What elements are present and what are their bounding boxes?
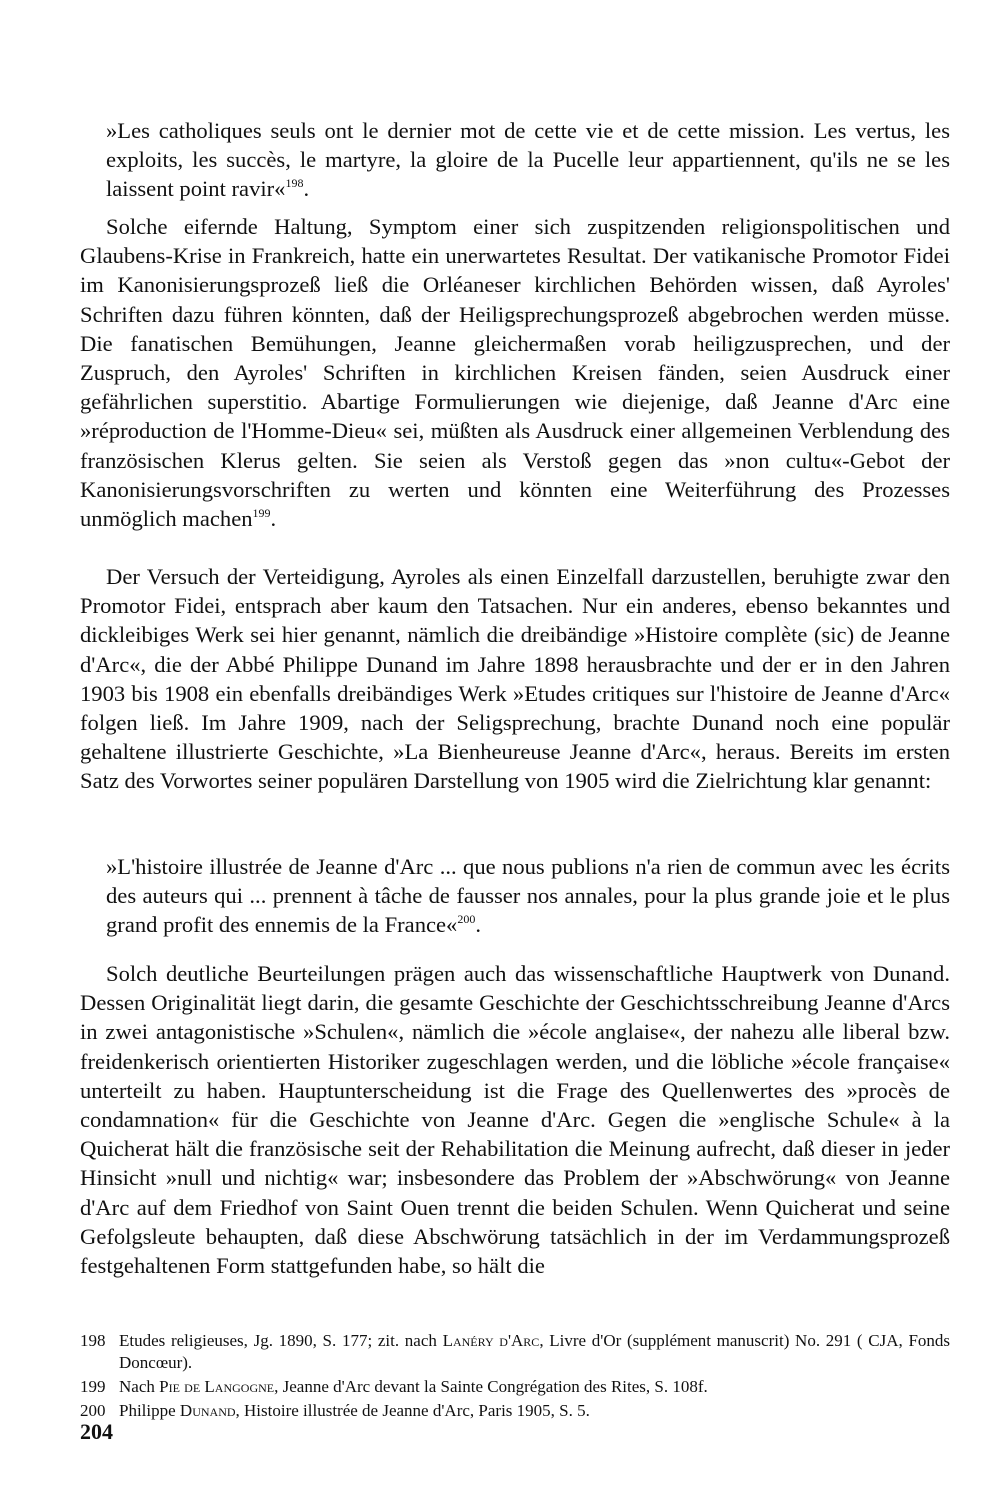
- footnote-199: [80, 1376, 950, 1398]
- block-quote-200: [106, 852, 950, 940]
- paragraph-schools: [80, 959, 950, 1280]
- paragraph-text: Solch deutliche Beurteilungen prägen auch das wissenschaftliche Hauptwerk von Dunand. Dessen Originalität liegt darin, die gesamte Geschichte der Geschichtsschreibung Jeanne d'Arcs in zwei antagonistische »Schulen«, nämlich die »école anglaise«, der nahezu alle liberal bzw. freidenkerisch orientierten Historiker zugeschlagen werden, und die löbliche »école française« unterteilt zu haben. Hauptunterscheidung ist die Frage des Quellenwertes des »procès de condamnation« für die Geschichte von Jeanne d'Arc. Gegen die »englische Schule« à la Quicherat hält die französische seit der Rehabilitation die Meinung aufrecht, daß dieser in jeder Hinsicht »null und nichtig« war; insbesondere das Problem der »Abschwörung« von Jeanne d'Arc auf dem Friedhof von Saint Ouen trennt die beiden Schulen. Wenn Quicherat und seine Gefolgsleute behaupten, daß diese Abschwörung tatsächlich in der im Verdammungsprozeß festgehaltenen Form stattgefunden habe, so hält die: [80, 961, 950, 1279]
- quote-end: .: [475, 912, 481, 938]
- footnote-text: Philippe: [119, 1401, 180, 1420]
- block-quote-198: [106, 116, 950, 204]
- paragraph-text: Solche eifernde Haltung, Symptom einer sich zuspitzenden religionspolitischen und Glaubens-Krise in Frankreich, hatte ein unerwartetes Resultat. Der vatikanische Promotor Fidei im Kanonisierungsprozeß ließ die Orléaneser kirchlichen Behörden wissen, daß Ayroles' Schriften dazu führen könnten, daß der Heiligsprechungsprozeß abgebrochen werden müsse. Die fanatischen Bemühungen, Jeanne gleichermaßen vorab heiligzusprechen, und der Zuspruch, den Ayroles' Schriften in kirchlichen Kreisen fänden, seien Ausdruck einer gefährlichen superstitio. Abartige Formulierungen wie diejenige, daß Jeanne d'Arc eine »réproduction de l'Homme-Dieu« sei, müßten als Ausdruck einer allgemeinen Verblendung des französischen Klerus gelten. Sie seien als Verstoß gegen das »non cultu«-Gebot der Kanonisierungsvorschriften zu werten und könnten eine Weiterführung des Prozesses unmöglich machen: [80, 214, 950, 532]
- footnote-text: , Jeanne d'Arc devant la Sainte Congrégation des Rites, S. 108f.: [274, 1377, 708, 1396]
- quote-text: »L'histoire illustrée de Jeanne d'Arc ... que nous publions n'a rien de commun avec les écrits des auteurs qui ... prennent à tâche de fausser nos annales, pour la plus grande joie et le plus grand profit des ennemis de la France«: [106, 854, 950, 938]
- footnote-198: [80, 1330, 950, 1374]
- paragraph-dunand: [80, 562, 950, 796]
- footnote-author: Dunand: [179, 1401, 236, 1420]
- footnote-200: [80, 1400, 950, 1422]
- quote-text: »Les catholiques seuls ont le dernier mot de cette vie et de cette mission. Les vertus, les exploits, les succès, le martyre, la gloire de la Pucelle leur appartiennent, qu'ils ne se les laissent point ravir«: [106, 118, 950, 202]
- paragraph-promotor-fidei: [80, 212, 950, 533]
- footnote-text: , Livre d'Or (supplément manuscrit) No. 291 ( CJA, Fonds Doncœur).: [119, 1331, 951, 1372]
- paragraph-end: .: [270, 506, 277, 532]
- quote-end: .: [303, 176, 310, 202]
- paragraph-text: Der Versuch der Verteidigung, Ayroles als einen Einzelfall darzustellen, beruhigte zwar den Promotor Fidei, entsprach aber kaum den Tatsachen. Nur ein anderes, ebenso bekanntes und dickleibiges Werk sei hier genannt, nämlich die dreibändige »Histoire complète (sic) de Jeanne d'Arc«, die der Abbé Philippe Dunand im Jahre 1898 herausbrachte und der er in den Jahren 1903 bis 1908 ein ebenfalls dreibändiges Werk »Etudes critiques sur l'histoire de Jeanne d'Arc« folgen ließ. Im Jahre 1909, nach der Seligsprechung, brachte Dunand noch eine populär gehaltene illustrierte Geschichte, »La Bienheureuse Jeanne d'Arc«, heraus. Bereits im ersten Satz des Vorwortes seiner populären Darstellung von 1905 wird die Zielrichtung klar genannt:: [80, 564, 950, 794]
- footnote-author: Pie de Langogne: [159, 1377, 275, 1396]
- footnote-ref-198: 198: [285, 176, 304, 191]
- footnote-number: 200: [80, 1401, 106, 1420]
- footnote-number: 199: [80, 1377, 106, 1396]
- footnote-ref-200: 200: [457, 912, 476, 927]
- footnote-ref-199: 199: [252, 506, 271, 521]
- footnote-author: Lanéry d'Arc: [442, 1331, 540, 1350]
- footnote-text: Etudes religieuses, Jg. 1890, S. 177; zit. nach: [119, 1331, 443, 1350]
- footnote-number: 198: [80, 1331, 106, 1350]
- footnote-text: Nach: [119, 1377, 160, 1396]
- page-number: 204: [80, 1419, 113, 1444]
- footnotes: [80, 1330, 950, 1424]
- footnote-text: , Histoire illustrée de Jeanne d'Arc, Paris 1905, S. 5.: [235, 1401, 590, 1420]
